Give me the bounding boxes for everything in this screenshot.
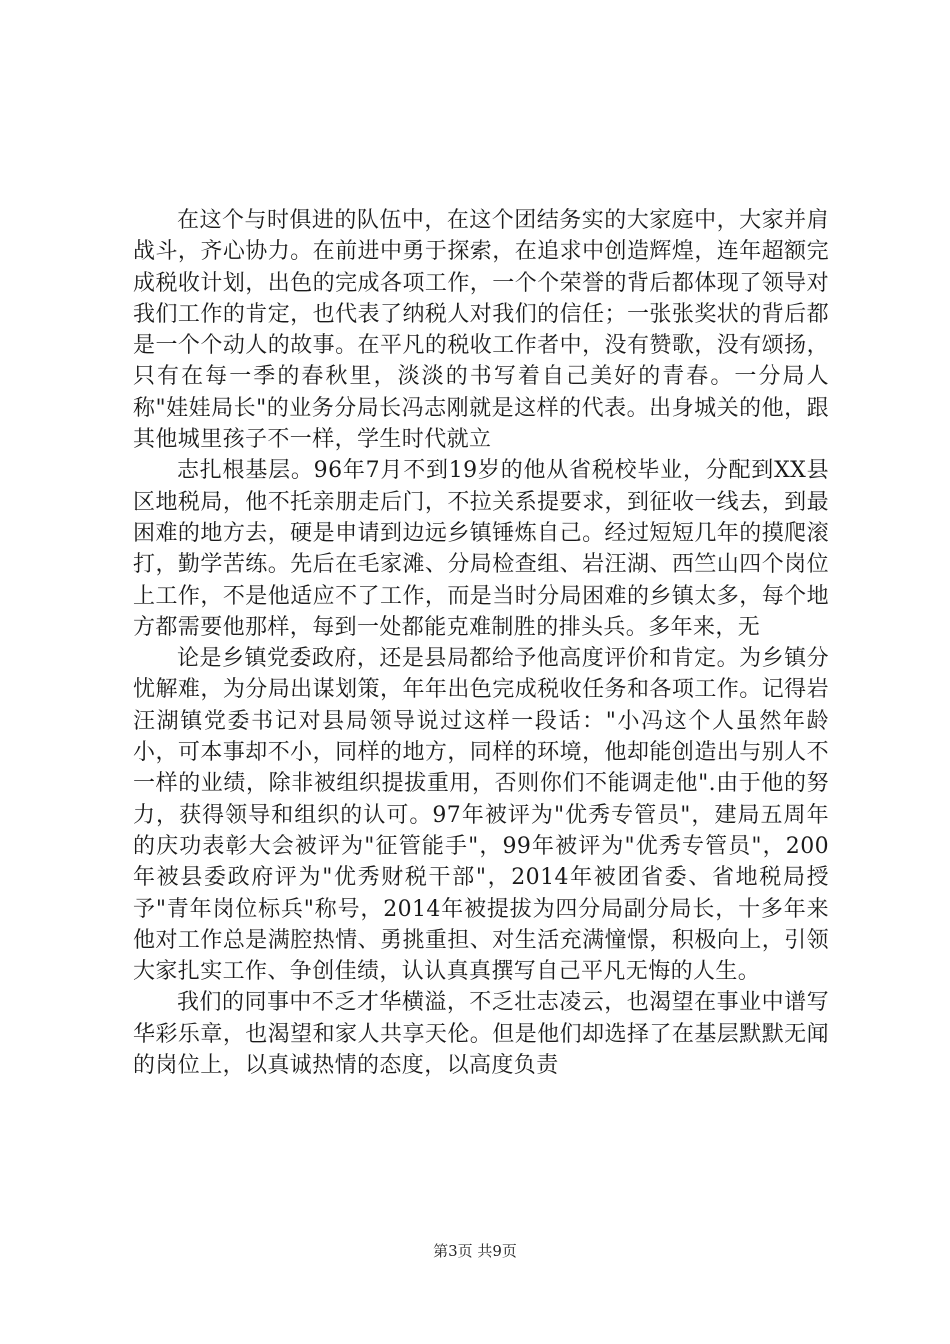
paragraph-2: 志扎根基层。96年7月不到19岁的他从省税校毕业，分配到XX县区地税局，他不托亲朋走后门，不拉关系提要求，到征收一线去，到最困难的地方去，硬是申请到边远乡镇锤炼自己。经过短短几年的摸爬滚打，勤学苦练。先后在毛家滩、分局检查组、岩汪湖、西竺山四个岗位上工作，不是他适应不了工作，而是当时分局困难的乡镇太多，每个地方都需要他那样，每到一处都能克难制胜的排头兵。多年来，无 [133, 458, 829, 640]
paragraph-4: 我们的同事中不乏才华横溢，不乏壮志凌云，也渴望在事业中谱写华彩乐章，也渴望和家人共享天伦。但是他们却选择了在基层默默无闻的岗位上，以真诚热情的态度，以高度负责 [133, 990, 829, 1079]
document-body [133, 205, 829, 1081]
paragraph-3: 论是乡镇党委政府，还是县局都给予他高度评价和肯定。为乡镇分忧解难，为分局出谋划策，年年出色完成税收任务和各项工作。记得岩汪湖镇党委书记对县局领导说过这样一段话："小冯这个人虽然年龄小，可本事却不小，同样的地方，同样的环境，他却能创造出与别人不一样的业绩，除非被组织提拔重用，否则你们不能调走他".由于他的努力，获得领导和组织的认可。97年被评为"优秀专管员"，建局五周年的庆功表彰大会被评为"征管能手"，99年被评为"优秀专管员"，200年被县委政府评为"优秀财税干部"，2014年被团省委、省地税局授予"青年岗位标兵"称号，2014年被提拔为四分局副分局长，十多年来他对工作总是满腔热情、勇挑重担、对生活充满憧憬，积极向上，引领大家扎实工作、争创佳绩，认认真真撰写自己平凡无悔的人生。 [133, 646, 829, 985]
page-number-footer: 第3页 共9页 [433, 1242, 517, 1260]
paragraph-1: 在这个与时俱进的队伍中，在这个团结务实的大家庭中，大家并肩战斗，齐心协力。在前进中勇于探索，在追求中创造辉煌，连年超额完成税收计划，出色的完成各项工作，一个个荣誉的背后都体现了领导对我们工作的肯定，也代表了纳税人对我们的信任；一张张奖状的背后都是一个个动人的故事。在平凡的税收工作者中，没有赞歌，没有颂扬，只有在每一季的春秋里，淡淡的书写着自己美好的青春。一分局人称"娃娃局长"的业务分局长冯志刚就是这样的代表。出身城关的他，跟其他城里孩子不一样，学生时代就立 [133, 208, 829, 453]
